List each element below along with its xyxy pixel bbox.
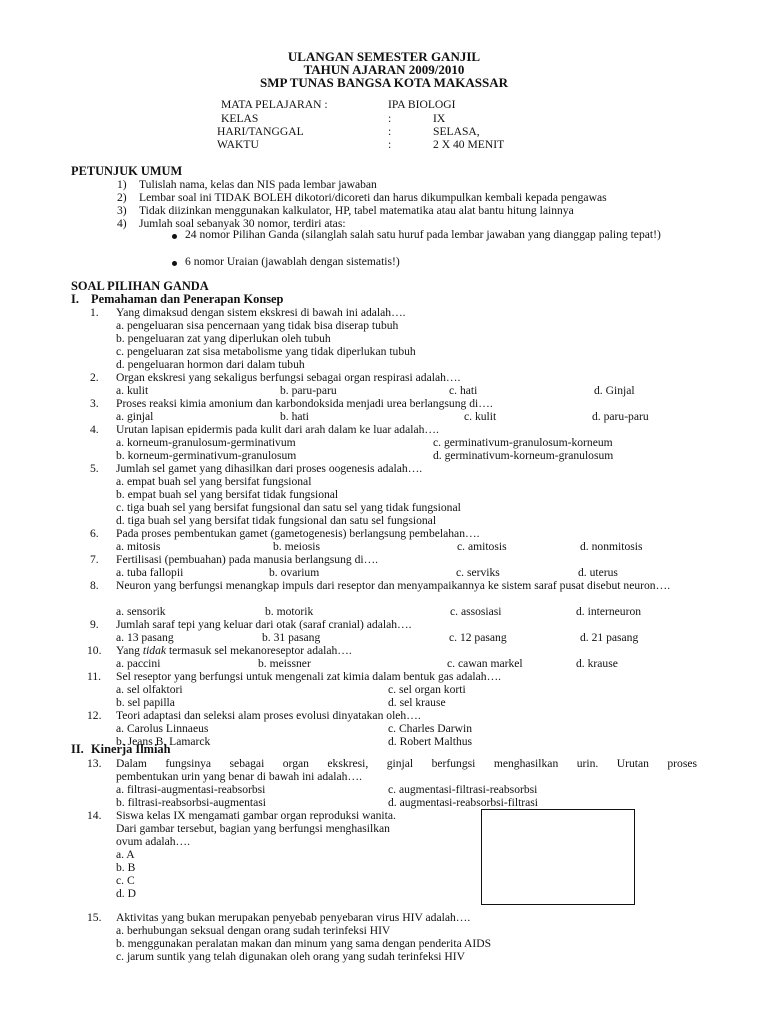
option: d. augmentasi-reabsorbsi-filtrasi bbox=[388, 796, 539, 809]
bullet-icon bbox=[172, 234, 177, 239]
instruction-num: 3) bbox=[117, 204, 127, 217]
option: d. Ginjal bbox=[594, 384, 635, 397]
question-number: 9. bbox=[90, 618, 99, 631]
option: d. tiga buah sel yang bersifat tidak fungsional dan satu sel fungsional bbox=[116, 514, 437, 527]
option: b. motorik bbox=[265, 605, 314, 618]
question-text: ovum adalah…. bbox=[116, 835, 191, 848]
instruction-num: 4) bbox=[117, 217, 127, 230]
part-title: Pemahaman dan Penerapan Konsep bbox=[91, 292, 284, 306]
question-text: Pada proses pembentukan gamet (gametogenesis) berlangsung pembelahan…. bbox=[116, 527, 480, 540]
option: c. assosiasi bbox=[450, 605, 502, 618]
option: b. B bbox=[116, 861, 136, 874]
question-text: pembentukan urin yang benar di bawah ini adalah…. bbox=[116, 770, 362, 783]
option: d. nonmitosis bbox=[580, 540, 643, 553]
question-number: 3. bbox=[90, 397, 99, 410]
info-label-subject: MATA PELAJARAN : bbox=[221, 98, 328, 111]
question-number: 7. bbox=[90, 553, 99, 566]
info-value-subject: IPA BIOLOGI bbox=[388, 98, 456, 111]
question-number: 12. bbox=[87, 709, 102, 722]
instructions-title: PETUNJUK UMUM bbox=[71, 164, 183, 178]
option: b. paru-paru bbox=[280, 384, 337, 397]
option: b. hati bbox=[280, 410, 309, 423]
question-number: 13. bbox=[87, 757, 102, 770]
option: b. pengeluaran zat yang diperlukan oleh tubuh bbox=[116, 332, 331, 345]
part-number: II. bbox=[71, 742, 84, 756]
emphasis-text: tidak bbox=[142, 644, 167, 657]
bullet-text: 6 nomor Uraian (jawablah dengan sistematis!) bbox=[185, 255, 400, 268]
option: a. sel olfaktori bbox=[116, 683, 183, 696]
option: c. amitosis bbox=[457, 540, 507, 553]
question-number: 10. bbox=[87, 644, 102, 657]
part-number: I. bbox=[71, 292, 79, 306]
option: b. meiosis bbox=[273, 540, 321, 553]
option: b. filtrasi-reabsorbsi-augmentasi bbox=[116, 796, 267, 809]
question-text: Dari gambar tersebut, bagian yang berfungsi menghasilkan bbox=[116, 822, 390, 835]
option: c. sel organ korti bbox=[388, 683, 466, 696]
option: a. pengeluaran sisa pencernaan yang tidak bisa diserap tubuh bbox=[116, 319, 399, 332]
info-value-class: IX bbox=[433, 112, 446, 125]
option: a. korneum-granulosum-germinativum bbox=[116, 436, 296, 449]
question-text: Jumlah saraf tepi yang keluar dari otak (saraf cranial) adalah…. bbox=[116, 618, 412, 631]
question-text: Yang dimaksud dengan sistem ekskresi di bawah ini adalah…. bbox=[116, 306, 406, 319]
option: a. berhubungan seksual dengan orang sudah terinfeksi HIV bbox=[116, 924, 391, 937]
info-label-day: HARI/TANGGAL bbox=[217, 125, 304, 138]
bullet-text: 24 nomor Pilihan Ganda (silanglah salah satu huruf pada lembar jawaban yang dianggap paling tepat!) bbox=[185, 228, 661, 241]
option: d. krause bbox=[576, 657, 618, 670]
school-name: SMP TUNAS BANGSA KOTA MAKASSAR bbox=[259, 75, 508, 90]
question-text: Aktivitas yang bukan merupakan penyebab penyebaran virus HIV adalah…. bbox=[116, 911, 471, 924]
option: d. 21 pasang bbox=[580, 631, 639, 644]
question-number: 5. bbox=[90, 462, 99, 475]
question-text: Proses reaksi kimia amonium dan karbondoksida menjadi urea berlangsung di…. bbox=[116, 397, 493, 410]
option: b. 31 pasang bbox=[262, 631, 321, 644]
info-sep-time: : bbox=[388, 138, 392, 151]
option: b. menggunakan peralatan makan dan minum yang sama dengan penderita AIDS bbox=[116, 937, 492, 950]
option: c. tiga buah sel yang bersifat fungsional dan satu sel yang tidak fungsional bbox=[116, 501, 461, 514]
option: a. 13 pasang bbox=[116, 631, 174, 644]
question-text: Fertilisasi (pembuahan) pada manusia berlangsung di…. bbox=[116, 553, 379, 566]
question-number: 4. bbox=[90, 423, 99, 436]
question-text: Teori adaptasi dan seleksi alam proses evolusi dinyatakan oleh…. bbox=[116, 709, 421, 722]
option: d. pengeluaran hormon dari dalam tubuh bbox=[116, 358, 305, 371]
question-text: Neuron yang berfungsi menangkap impuls dari reseptor dan menyampaikannya ke sistem saraf pusat disebut neuron…. bbox=[116, 579, 671, 592]
instruction-num: 2) bbox=[117, 191, 127, 204]
option: a. A bbox=[116, 848, 135, 861]
instruction-text: Tulislah nama, kelas dan NIS pada lembar jawaban bbox=[139, 178, 377, 191]
question-number: 2. bbox=[90, 371, 99, 384]
option: b. Jeans B. Lamarck bbox=[116, 735, 211, 748]
info-value-day: SELASA, bbox=[433, 125, 480, 138]
question-number: 14. bbox=[87, 809, 102, 822]
info-label-time: WAKTU bbox=[217, 138, 259, 151]
option: c. germinativum-granulosum-korneum bbox=[433, 436, 613, 449]
option: b. meissner bbox=[258, 657, 311, 670]
option: d. paru-paru bbox=[592, 410, 649, 423]
option: d. interneuron bbox=[576, 605, 642, 618]
instruction-text: Tidak diizinkan menggunakan kalkulator, HP, tabel matematika atau alat bantu hitung lainnya bbox=[139, 204, 574, 217]
option: c. serviks bbox=[456, 566, 500, 579]
option: c. C bbox=[116, 874, 135, 887]
option: a. Carolus Linnaeus bbox=[116, 722, 209, 735]
option: c. hati bbox=[449, 384, 478, 397]
instruction-num: 1) bbox=[117, 178, 127, 191]
instruction-text: Jumlah soal sebanyak 30 nomor, terdiri atas: bbox=[139, 217, 346, 230]
question-number: 6. bbox=[90, 527, 99, 540]
question-text: Jumlah sel gamet yang dihasilkan dari proses oogenesis adalah…. bbox=[116, 462, 423, 475]
option: a. tuba fallopii bbox=[116, 566, 184, 579]
question-number: 8. bbox=[90, 579, 99, 592]
option: c. Charles Darwin bbox=[388, 722, 473, 735]
question-text: Yang tidak termasuk sel mekanoreseptor adalah…. bbox=[116, 644, 352, 657]
option: b. ovarium bbox=[269, 566, 320, 579]
bullet-icon bbox=[172, 261, 177, 266]
option: d. sel krause bbox=[388, 696, 446, 709]
question-number: 11. bbox=[87, 670, 102, 683]
option: b. empat buah sel yang bersifat tidak fungsional bbox=[116, 488, 339, 501]
option: a. empat buah sel yang bersifat fungsional bbox=[116, 475, 312, 488]
option: c. kulit bbox=[464, 410, 497, 423]
exam-year: TAHUN AJARAN 2009/2010 bbox=[303, 62, 465, 77]
option: a. paccini bbox=[116, 657, 161, 670]
image-placeholder bbox=[481, 809, 635, 905]
option: d. Robert Malthus bbox=[388, 735, 473, 748]
question-text: Organ ekskresi yang sekaligus berfungsi sebagai organ respirasi adalah…. bbox=[116, 371, 461, 384]
option: a. filtrasi-augmentasi-reabsorbsi bbox=[116, 783, 266, 796]
question-text: Siswa kelas IX mengamati gambar organ reproduksi wanita. bbox=[116, 809, 396, 822]
option: c. augmentasi-filtrasi-reabsorbsi bbox=[388, 783, 538, 796]
info-sep-class: : bbox=[388, 112, 392, 125]
option: c. jarum suntik yang telah digunakan oleh orang yang sudah terinfeksi HIV bbox=[116, 950, 466, 963]
info-value-time: 2 X 40 MENIT bbox=[433, 138, 505, 151]
option: a. ginjal bbox=[116, 410, 154, 423]
question-number: 1. bbox=[90, 306, 99, 319]
question-text: Sel reseptor yang berfungsi untuk mengenali zat kimia dalam bentuk gas adalah…. bbox=[116, 670, 502, 683]
section-title: SOAL PILIHAN GANDA bbox=[71, 279, 209, 293]
instruction-text: Lembar soal ini TIDAK BOLEH dikotori/dicoreti dan harus dikumpulkan kembali kepada pengawas bbox=[139, 191, 607, 204]
info-label-class: KELAS bbox=[221, 112, 259, 125]
option: b. sel papilla bbox=[116, 696, 175, 709]
option: c. cawan markel bbox=[447, 657, 523, 670]
option: d. D bbox=[116, 887, 136, 900]
option: c. 12 pasang bbox=[449, 631, 507, 644]
option: d. uterus bbox=[578, 566, 618, 579]
part-title: Kinerja Ilmiah bbox=[91, 742, 171, 756]
option: c. pengeluaran zat sisa metabolisme yang tidak diperlukan tubuh bbox=[116, 345, 416, 358]
option: a. kulit bbox=[116, 384, 149, 397]
option: a. mitosis bbox=[116, 540, 161, 553]
option: b. korneum-germinativum-granulosum bbox=[116, 449, 297, 462]
exam-title: ULANGAN SEMESTER GANJIL bbox=[287, 49, 481, 64]
option: a. sensorik bbox=[116, 605, 166, 618]
info-sep-day: : bbox=[388, 125, 392, 138]
option: d. germinativum-korneum-granulosum bbox=[433, 449, 614, 462]
question-text: Urutan lapisan epidermis pada kulit dari arah dalam ke luar adalah…. bbox=[116, 423, 439, 436]
question-number: 15. bbox=[87, 911, 102, 924]
question-text: Dalam fungsinya sebagai organ ekskresi, ginjal berfungsi menghasilkan urin. Urutan proses bbox=[116, 757, 697, 770]
